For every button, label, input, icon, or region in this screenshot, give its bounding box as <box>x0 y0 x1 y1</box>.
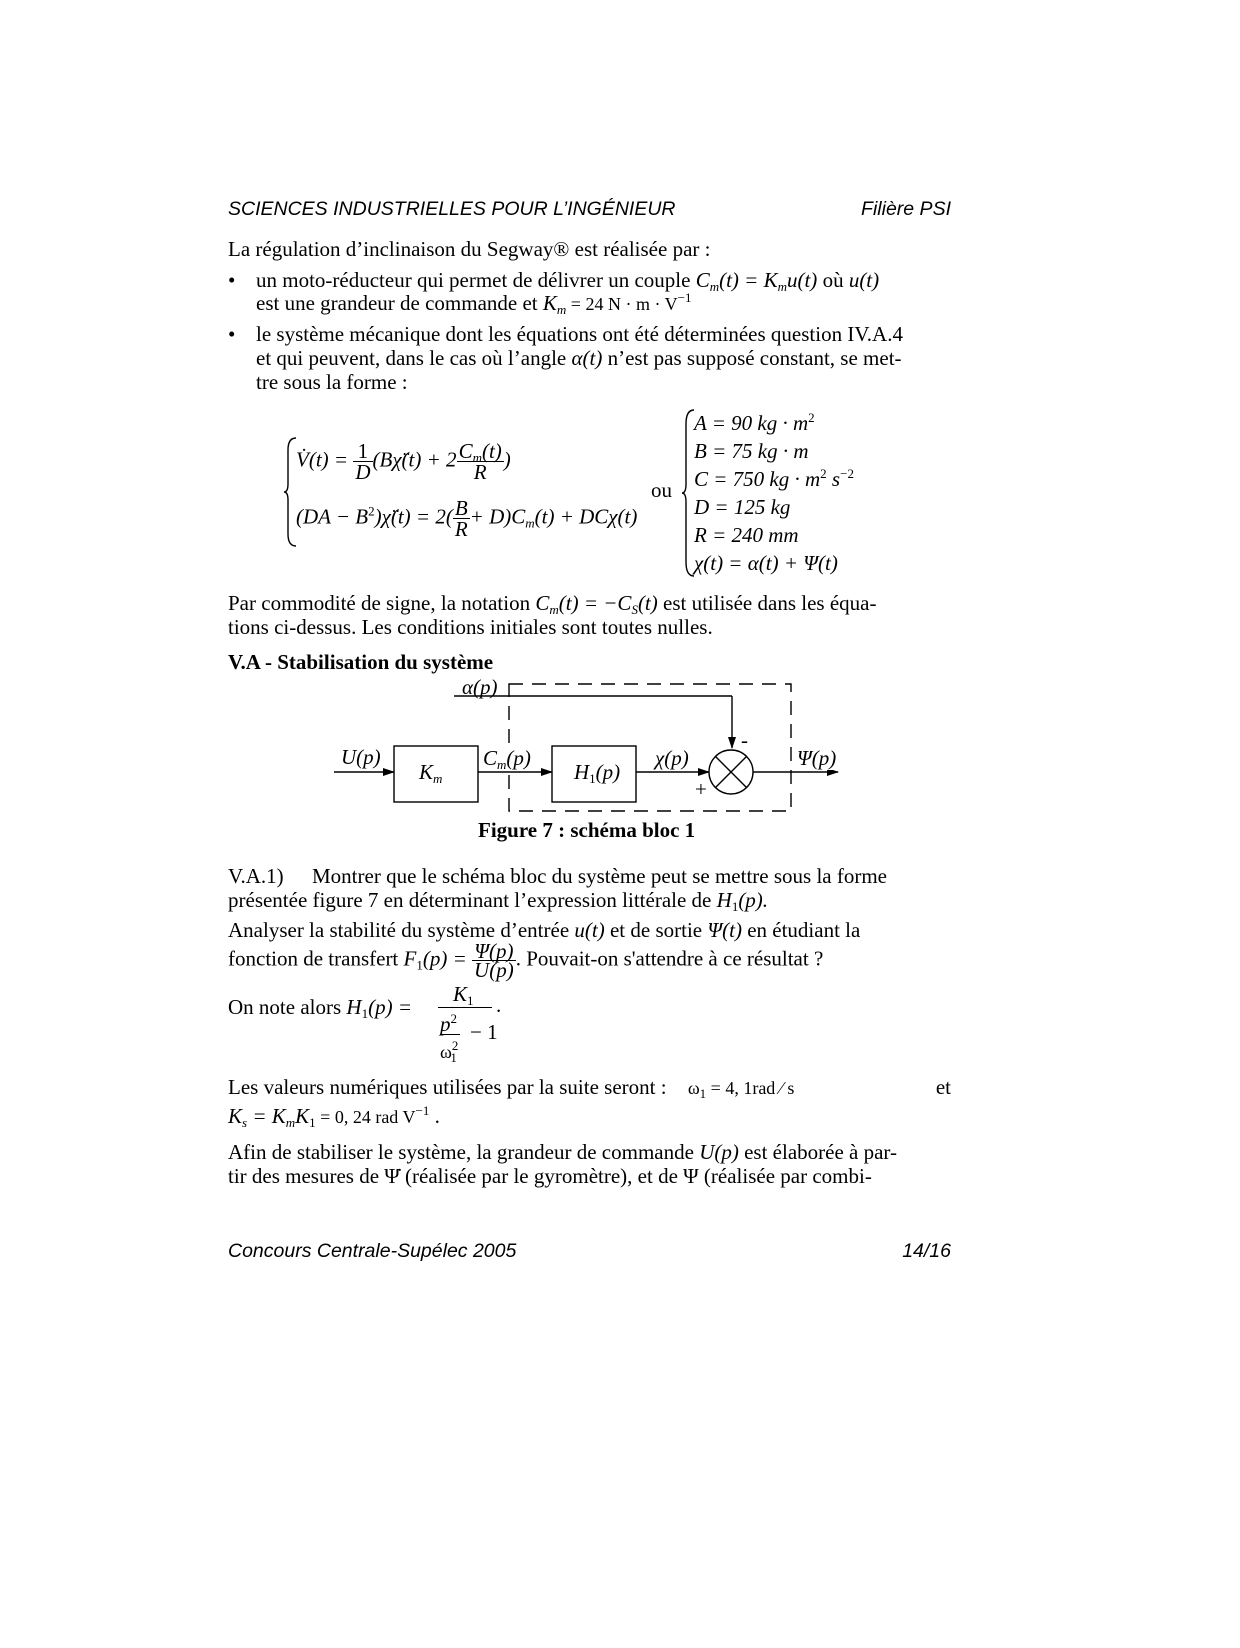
question-line3: Analyser la stabilité du système d’entrée u(t) et de sortie Ψ(t) en étudiant la <box>228 918 861 942</box>
param-B: B = 75 kg · m <box>694 439 809 463</box>
block-diagram <box>330 672 850 822</box>
question-label: V.A.1) <box>228 864 284 888</box>
note-inner-bar <box>440 1034 460 1035</box>
bullet2-line1: le système mécanique dont les équations ont été déterminées question IV.A.4 <box>256 322 903 346</box>
param-chi: χ(t) = α(t) + Ψ(t) <box>694 551 838 575</box>
sign-paragraph-line1: Par commodité de signe, la notation $C_m(t) = -C_S(t)$ est utilisée dans les équa- <box>228 591 877 617</box>
dashed-boundary <box>509 684 791 811</box>
note-p-squared: $p^2$ <box>440 1011 457 1036</box>
bullet1-line1: un moto-réducteur qui permet de délivrer un couple $C_m(t) = K_mu(t)$ où u(t) <box>256 268 880 294</box>
diagram-h1-label: $H_1(p)$ <box>574 760 621 786</box>
note-dot: . <box>496 993 502 1017</box>
question-line4: fonction de transfert $F_1(p)$ = $\frac{\Psi(p)}{U(p)}$ . Pouvait-on s'attendre à ce résultat ? <box>228 939 824 982</box>
param-C: C = 750 kg · $m^2$ $s^{-2}$ <box>694 466 854 491</box>
bullet2-line3: tre sous la forme : <box>256 370 408 394</box>
param-A: A = 90 kg · $m^2$ <box>694 410 815 435</box>
diagram-psi-label: Ψ(p) <box>797 746 837 770</box>
diagram-plus-sign: + <box>695 777 707 801</box>
bullet1-line2: est une grandeur de commande et $K_m = 24$ $N \cdot m \cdot V^{-1}$ <box>256 290 692 317</box>
diagram-minus-sign: - <box>741 728 748 752</box>
diagram-cm-label: $C_m(p)$ <box>483 746 531 772</box>
diagram-chi-label: χ(p) <box>655 746 689 770</box>
bullet-dot: • <box>228 268 236 292</box>
diagram-u-label: U(p) <box>341 745 381 769</box>
last-paragraph-line1: Afin de stabiliser le système, la grandeur de commande U(p) est élaborée à par- <box>228 1140 897 1164</box>
param-D: D = 125 kg <box>694 495 791 519</box>
values-line1: Les valeurs numériques utilisées par la suite seront : $\omega_1 = 4$, 1rad ⁄ s et <box>228 1075 951 1101</box>
section-title: V.A - Stabilisation du système <box>228 650 494 674</box>
last-paragraph-line2: tir des mesures de Ψ̇ (réalisée par le gyromètre), et de Ψ (réalisée par combi- <box>228 1164 872 1188</box>
question-line1: Montrer que le schéma bloc du système peut se mettre sous la forme <box>312 864 887 888</box>
ou-word: ou <box>651 478 672 502</box>
parameter-list <box>694 409 854 577</box>
bullet2-line2: et qui peuvent, dans le cas où l’angle α(t) n’est pas supposé constant, se met- <box>256 346 902 370</box>
note-text: On note alors $H_1(p)$ = <box>228 995 412 1021</box>
param-R: R = 240 mm <box>694 523 799 547</box>
values-line2: $K_s = K_mK_1 = 0$, 24 rad $V^{-1}$ . <box>228 1103 440 1130</box>
bullet-dot: • <box>228 322 236 346</box>
footer-left: Concours Centrale-Supélec 2005 <box>228 1240 517 1262</box>
figure-caption: Figure 7 : schéma bloc 1 <box>478 818 696 842</box>
equation-1: V̇(t) = $\frac{1}{D}$ (Bχ̈(t) + 2 $\frac{C_m(t)}{R}$ ) <box>296 439 511 484</box>
note-omega: $\omega^2_1$ <box>440 1038 459 1065</box>
running-header-left: SCIENCES INDUSTRIELLES POUR L’INGÉNIEUR <box>228 198 676 220</box>
diagram-alpha-label: α(p) <box>462 675 498 699</box>
equation-2: $(DA - B^2)\chï(t) = 2$( $\frac{B}{R}$ + $D)C_m(t) + DC\chi(t)$ <box>296 496 638 541</box>
running-header-right: Filière PSI <box>861 198 951 220</box>
question-line2: présentée figure 7 en déterminant l’expression littérale de $H_1(p)$. <box>228 888 769 914</box>
intro-text: La régulation d’inclinaison du Segway® est réalisée par : <box>228 237 711 261</box>
footer-page-number: 14/16 <box>902 1240 951 1262</box>
note-numerator: $K_1$ <box>453 982 474 1008</box>
note-fraction-bar <box>438 1007 492 1008</box>
diagram-km-label: $K_m$ <box>419 760 443 786</box>
note-minus-one: − 1 <box>470 1020 498 1044</box>
sign-paragraph-line2: tions ci-dessus. Les conditions initiales sont toutes nulles. <box>228 615 713 639</box>
